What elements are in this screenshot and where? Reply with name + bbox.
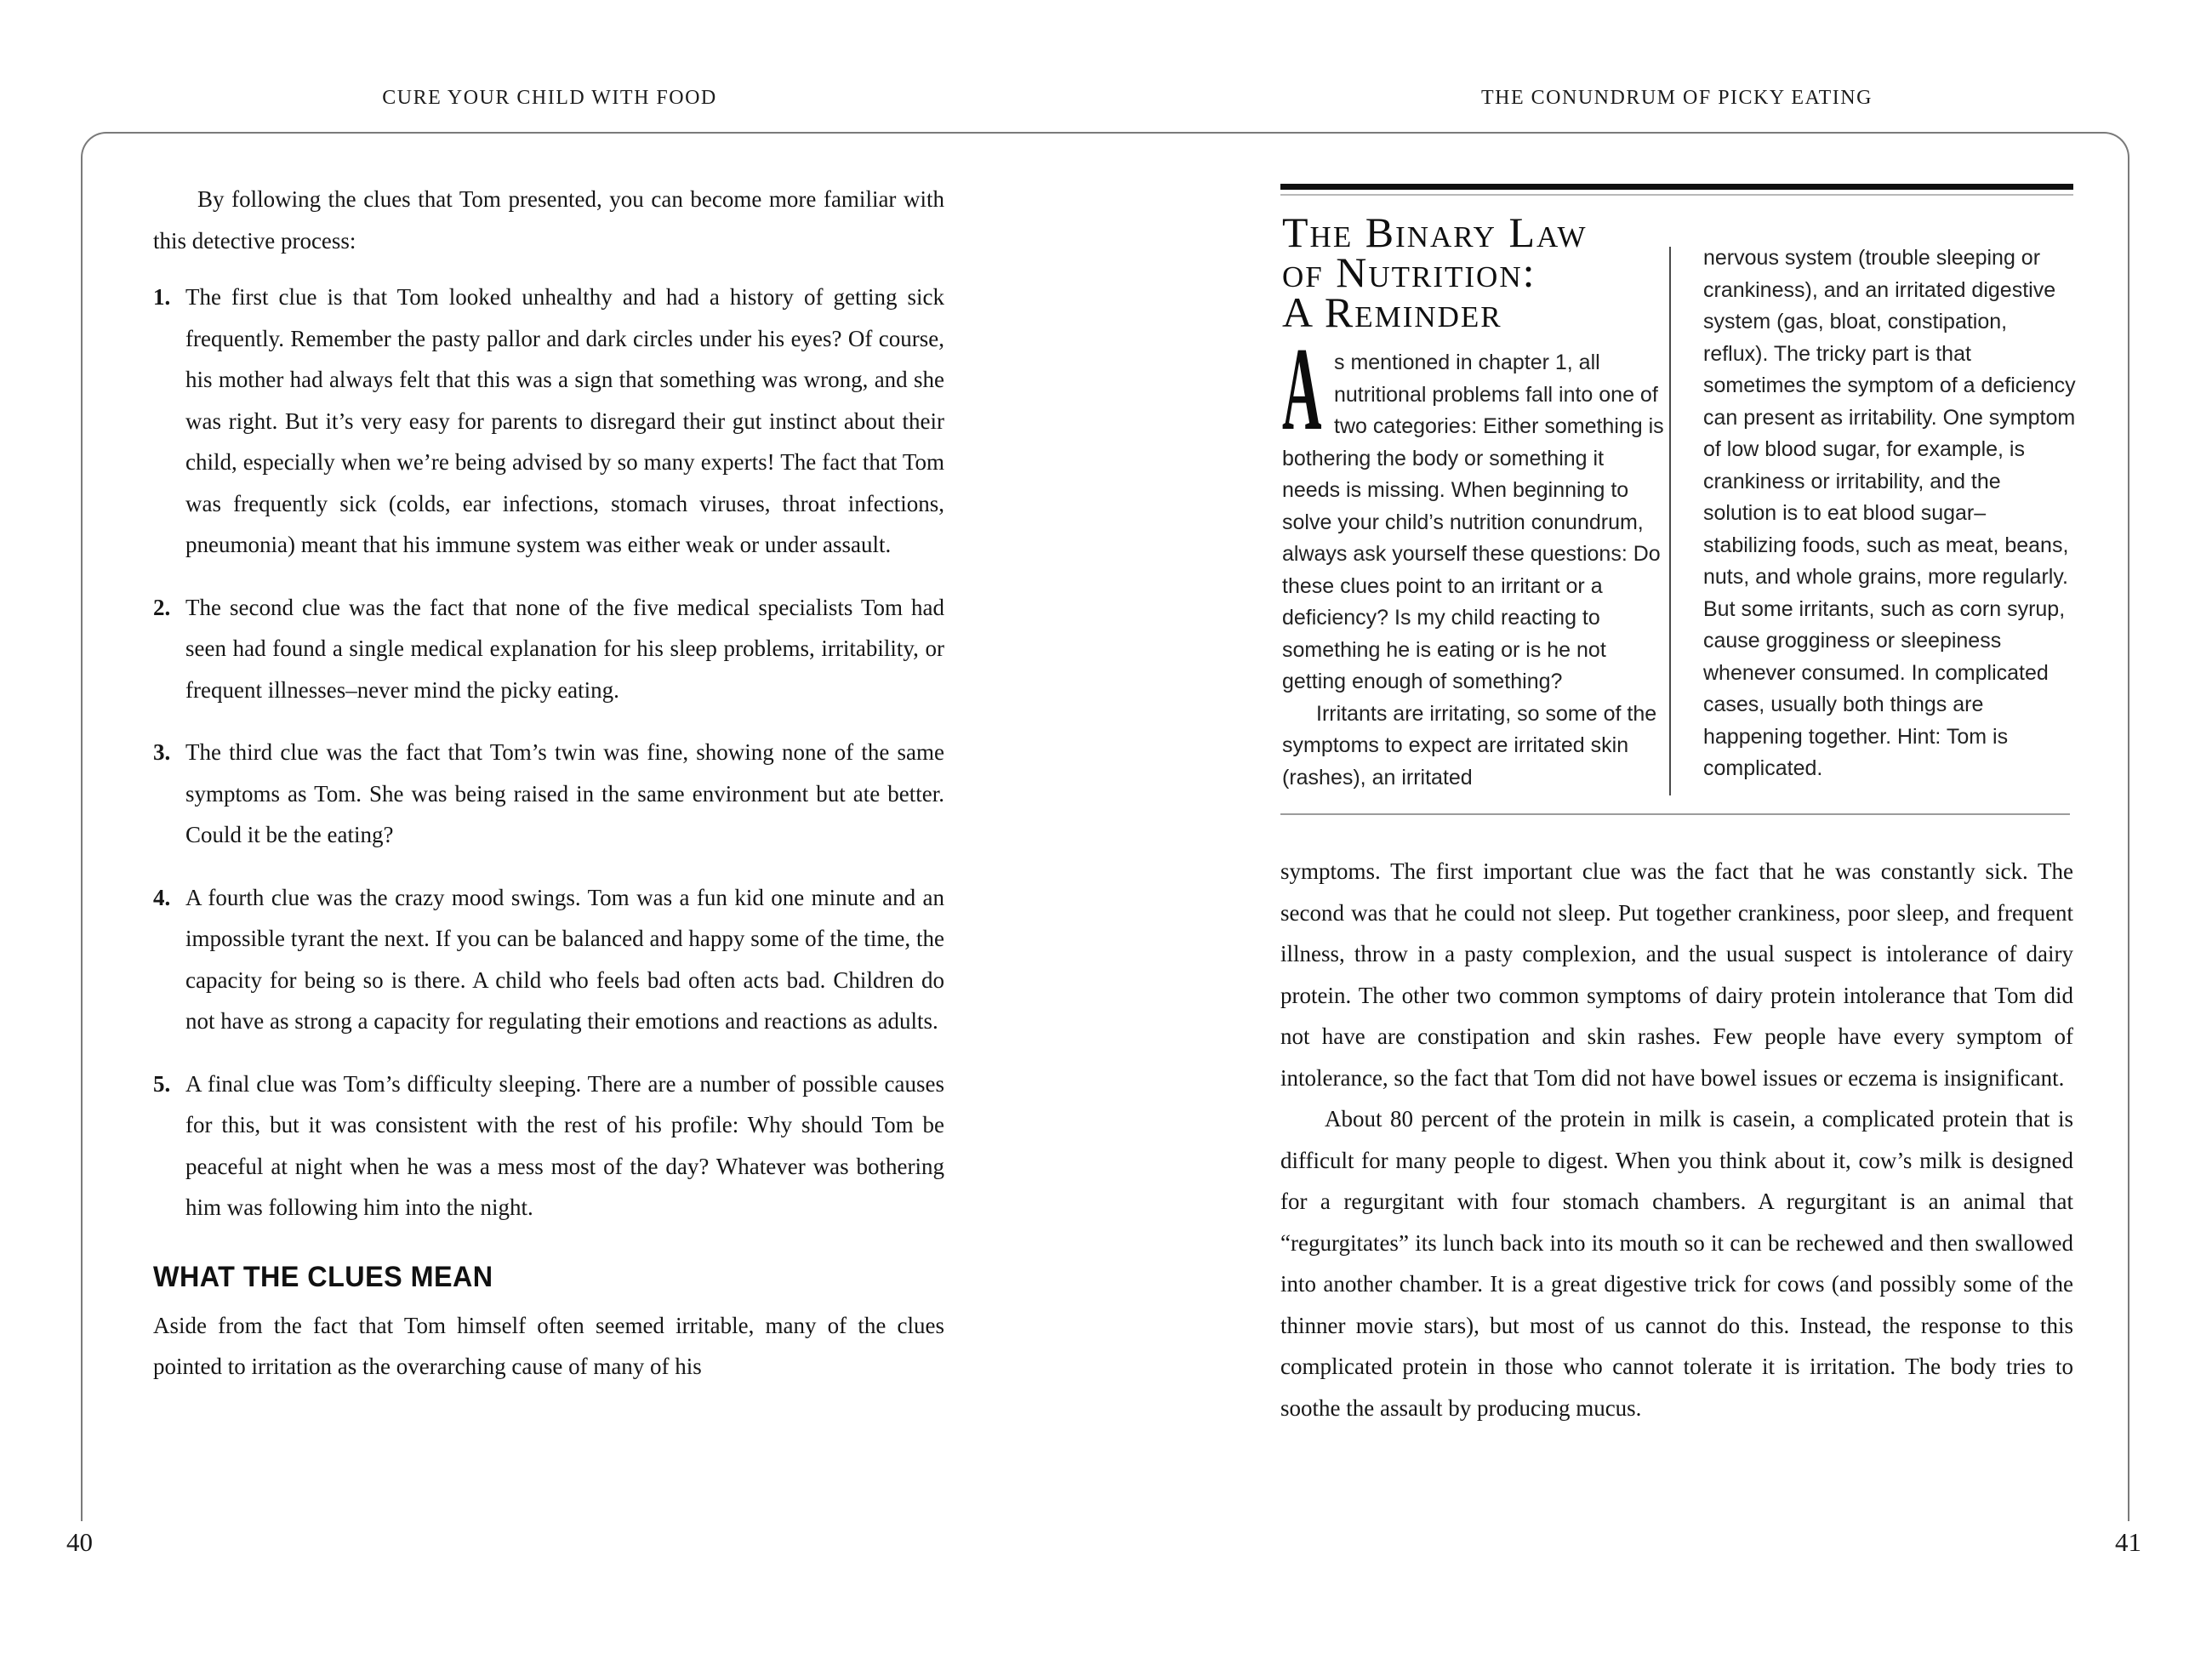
- sidebar-paragraph-1: s mentioned in chapter 1, all nutritional problems fall into one of two categories: Either something is bothering the body or something it needs is missing. When beginning to solve your child’s nutrition conundrum, always ask yourself these questions: Do these clues point to an irritant or a deficiency? Is my child reacting to something he is eating or is he not getting enough of something?: [1282, 351, 1664, 693]
- sidebar-top-rule-thin: [1280, 194, 2073, 196]
- body-paragraph-1: symptoms. The first important clue was the fact that he was constantly sick. The second was that he could not sleep. Put together crankiness, poor sleep, and frequent illness, throw in a pasty complexion, and the usual suspect is intolerance of dairy protein. The other two common symptoms of dairy protein intolerance that Tom did not have are constipation and skin rashes. Few people have every symptom of intolerance, so the fact that Tom did not have bowel issues or eczema is insignificant.: [1280, 858, 2073, 1091]
- clue-item: [153, 276, 944, 566]
- section-heading: WHAT THE CLUES MEAN: [153, 1260, 493, 1293]
- sidebar-column-right: [1703, 242, 2078, 785]
- right-page-text-column: [1280, 851, 2073, 1428]
- sidebar-column-divider: [1669, 247, 1671, 795]
- sidebar-title-line: of Nutrition:: [1282, 248, 1536, 296]
- clue-item: [153, 1063, 944, 1229]
- intro-paragraph: By following the clues that Tom presented, you can become more familiar with this detective process:: [153, 186, 944, 254]
- clue-item: [153, 877, 944, 1042]
- clue-item-text: The third clue was the fact that Tom’s twin was fine, showing none of the same symptoms as Tom. She was being raised in the same environment but ate better. Could it be the eating?: [185, 739, 944, 847]
- sidebar-title-line: The Binary Law: [1282, 208, 1588, 256]
- clue-item-text: A final clue was Tom’s difficulty sleeping. There are a number of possible causes for this, but it was consistent with the rest of his profile: Why should Tom be peaceful at night when he was a mess most of the day? Whatever was bothering him was following him into the night.: [185, 1070, 944, 1220]
- clue-item-num: 4.: [153, 884, 171, 910]
- drop-cap-letter: A: [1282, 323, 1322, 455]
- left-page-text-column: [153, 179, 944, 1388]
- clue-item-text: The first clue is that Tom looked unhealthy and had a history of getting sick frequently. Remember the pasty pallor and dark circles under his eyes? Of course, his mother had always felt that this was a sign that something was wrong, and she was right. But it’s very easy for parents to disregard their gut instinct about their child, especially when we’re being advised by so many experts! The fact that Tom was frequently sick (colds, ear infections, stomach viruses, throat infections, pneumonia) meant that his immune system was either weak or under assault.: [185, 284, 944, 557]
- sidebar-top-rule-thick: [1280, 184, 2073, 190]
- clue-item-text: A fourth clue was the crazy mood swings. Tom was a fun kid one minute and an impossible tyrant the next. If you can be balanced and happy some of the time, the capacity for being so is there. A child who feels bad often acts bad. Children do not have as strong a capacity for regulating their emotions and reactions as adults.: [185, 884, 944, 1034]
- clue-item: [153, 587, 944, 711]
- body-paragraph-2: About 80 percent of the protein in milk is casein, a complicated protein that is difficult for many people to digest. When you think about it, cow’s milk is designed for a regurgitant with four stomach chambers. A regurgitant is an animal that “regurgitates” its lunch back into its mouth so it can be rechewed and then swallowed into another chamber. It is a great digestive trick for cows (and possibly some of the thinner movie stars), but most of us cannot do this. Instead, the response to this complicated protein in those who cannot tolerate it is irritation. The body tries to soothe the assault by producing mucus.: [1280, 1106, 2073, 1421]
- clue-item: [153, 732, 944, 856]
- clue-item-num: 1.: [153, 284, 171, 310]
- sidebar-paragraph-3: nervous system (trouble sleeping or crankiness), and an irritated digestive system (gas, bloat, constipation, reflux). The tricky part is that sometimes the symptom of a deficiency can present as irritability. One symptom of low blood sugar, for example, is crankiness or irritability, and the solution is to eat blood sugar–stabilizing foods, such as meat, beans, nuts, and whole grains, more regularly. But some irritants, such as corn syrup, cause grogginess or sleepiness whenever consumed. In complicated cases, usually both things are happening together. Hint: Tom is complicated.: [1703, 246, 2076, 780]
- sidebar-title-line: A Reminder: [1282, 288, 1502, 336]
- running-head-left: CURE YOUR CHILD WITH FOOD: [382, 87, 717, 109]
- sidebar-column-left: [1282, 323, 1667, 794]
- clues-list: [153, 276, 944, 1229]
- clue-item-text: The second clue was the fact that none of the five medical specialists Tom had seen had found a single medical explanation for his sleep problems, irritability, or frequent illnesses–never mind the picky eating.: [185, 594, 944, 703]
- page-number-left: 40: [66, 1527, 93, 1557]
- clue-item-num: 2.: [153, 594, 171, 620]
- sidebar-paragraph-2: Irritants are irritating, so some of the symptoms to expect are irritated skin (rashes), an irritated: [1282, 701, 1657, 790]
- sidebar-bottom-rule: [1280, 813, 2070, 815]
- sidebar-title: [1282, 208, 1682, 336]
- running-head-right: THE CONUNDRUM OF PICKY EATING: [1481, 87, 1873, 109]
- page-number-right: 41: [2115, 1527, 2141, 1557]
- closing-paragraph: Aside from the fact that Tom himself often seemed irritable, many of the clues pointed to irritation as the overarching cause of many of his: [153, 1312, 944, 1379]
- clue-item-num: 3.: [153, 739, 171, 765]
- clue-item-num: 5.: [153, 1070, 171, 1097]
